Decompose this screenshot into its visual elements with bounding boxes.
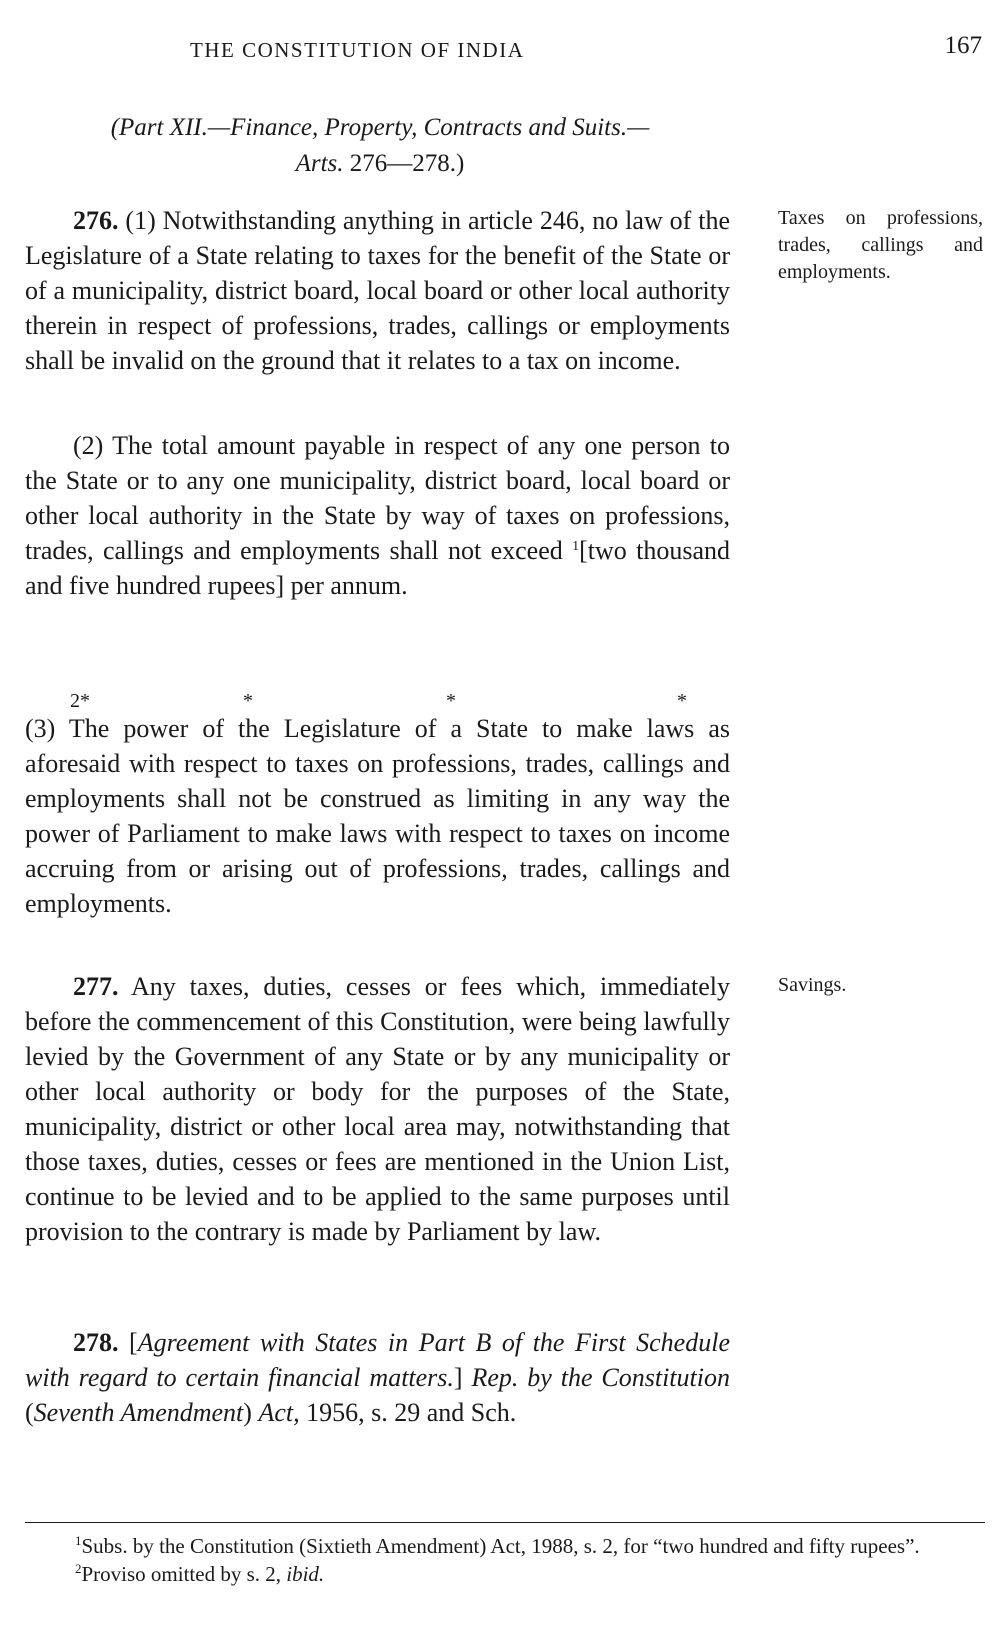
act-label: Act, bbox=[258, 1398, 300, 1427]
page-number: 167 bbox=[944, 32, 982, 59]
article-278-number: 278. bbox=[73, 1328, 119, 1357]
running-title: THE CONSTITUTION OF INDIA bbox=[190, 38, 525, 62]
footnote-2-ibid: ibid. bbox=[286, 1562, 325, 1586]
footnote-ref-1: 1 bbox=[572, 539, 580, 554]
marginal-note-277: Savings. bbox=[778, 974, 847, 996]
omission-star: * bbox=[446, 690, 456, 712]
article-278-heading: Agreement with States in Part B of the First Schedule with regard to certain financial matters. bbox=[25, 1328, 730, 1392]
bracket-open: [ bbox=[118, 1328, 138, 1357]
arts-range: 276—278.) bbox=[343, 150, 465, 177]
footnote-2 bbox=[25, 1560, 985, 1588]
repeal-note: Rep. by the Constitution bbox=[471, 1363, 730, 1392]
article-276-clause-2-text-a: (2) The total amount payable in respect of any one person to the State or to any one municipality, district board, local board or other local authority in the State by way of taxes on professions, trades, callings and employments shall not exceed bbox=[25, 431, 730, 565]
article-278 bbox=[25, 1325, 730, 1430]
footnote-2-mark: 2 bbox=[75, 1561, 82, 1576]
part-caption-line2 bbox=[60, 146, 700, 182]
footnote-divider bbox=[25, 1522, 985, 1523]
omission-star: * bbox=[677, 690, 687, 712]
amendment-name: Seventh Amendment bbox=[33, 1398, 244, 1427]
article-277-number: 277. bbox=[73, 972, 119, 1001]
repeal-citation: 1956, s. 29 and Sch. bbox=[299, 1398, 517, 1427]
footnote-1 bbox=[25, 1532, 985, 1560]
article-276-clause-3: (3) The power of the Legislature of a State to make laws as aforesaid with respect to taxes on professions, trades, callings and employments shall not be construed as limiting in any way the power of Parliament to make laws with respect to taxes on income accruing from or arising out of professions, trades, callings and employments. bbox=[25, 714, 730, 918]
footnote-1-mark: 1 bbox=[75, 1533, 82, 1548]
article-276-clause-2 bbox=[25, 428, 730, 603]
article-276-clause-1 bbox=[25, 203, 730, 378]
article-277 bbox=[25, 969, 730, 1249]
bracket-close: ] bbox=[453, 1363, 472, 1392]
omission-star: * bbox=[243, 690, 253, 712]
footnote-2-text: Proviso omitted by s. 2, bbox=[81, 1562, 287, 1586]
article-277-text: Any taxes, duties, cesses or fees which, immediately before the commencement of this Constitution, were being lawfully levied by the Government of any State or by any municipality or other local authority or body for the purposes of the State, municipality, district or other local area may, notwithstanding that those taxes, duties, cesses or fees are mentioned in the Union List, continue to be levied and to be applied to the same purposes until provision to the contrary is made by Parliament by law. bbox=[25, 972, 730, 1246]
article-276-number: 276. bbox=[73, 206, 119, 235]
marginal-note-276: Taxes on professions, trades, callings and employments. bbox=[778, 207, 983, 283]
part-caption-line1: (Part XII.—Finance, Property, Contracts and Suits.— bbox=[110, 114, 650, 141]
article-276-clause-1-text: (1) Notwithstanding anything in article 246, no law of the Legislature of a State relating to taxes for the benefit of the State or of a municipality, district board, local board or other local authority therein in respect of professions, trades, callings or employments shall be invalid on the ground that it relates to a tax on income. bbox=[25, 206, 730, 375]
article-276-clause-2-text-b: [two thousand and five hundred rupees] per annum. bbox=[25, 536, 730, 600]
paren-close: ) bbox=[243, 1398, 259, 1427]
part-caption bbox=[60, 110, 700, 182]
footnotes bbox=[25, 1532, 985, 1588]
arts-label: Arts. bbox=[295, 150, 344, 177]
paren-open: ( bbox=[25, 1398, 34, 1427]
omission-star-footnoted: 2* bbox=[70, 690, 90, 712]
footnote-1-text: Subs. by the Constitution (Sixtieth Amendment) Act, 1988, s. 2, for “two hundred and fifty rupees”. bbox=[81, 1534, 920, 1558]
